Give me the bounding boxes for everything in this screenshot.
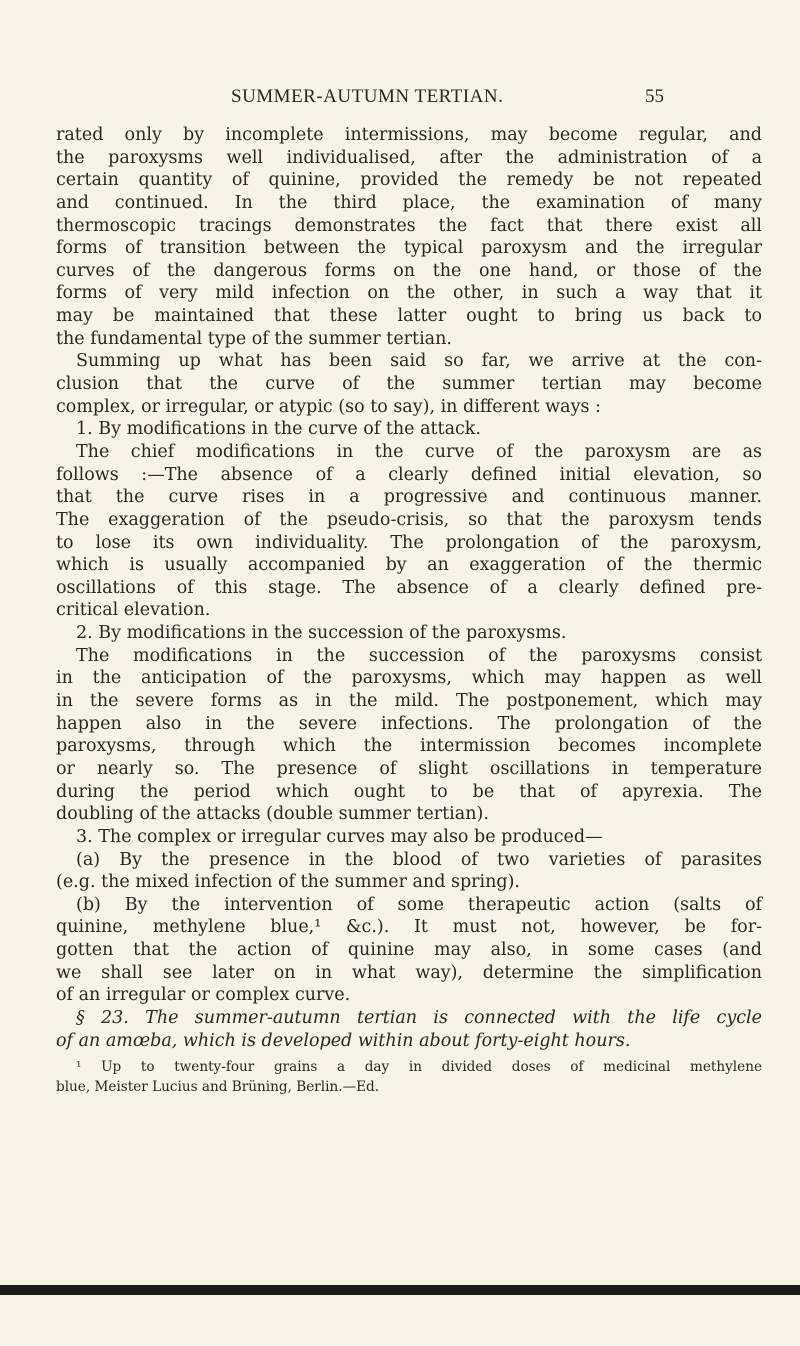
text-line: gotten that the action of quinine may also, in some cases (and [56,940,762,961]
text-line: may be maintained that these latter ought to bring us back to [56,306,762,327]
footnote [56,1057,762,1097]
text-line: curves of the dangerous forms on the one hand, or those of the [56,260,762,281]
text-line: forms of very mild infection on the other, in such a way that it [56,283,762,304]
text-line: we shall see later on in what way), determine the simplification [56,962,762,983]
text-line: quinine, methylene blue,¹ &c.). It must not, however, be for- [56,917,762,938]
text-line: doubling of the attacks (double summer tertian). [56,804,489,825]
footnote-line: blue, Meister Lucius and Brüning, Berlin.—Ed. [56,1079,380,1095]
text-line: of an irregular or complex curve. [56,985,351,1006]
running-head: SUMMER-AUTUMN TERTIAN. [231,86,504,107]
text-line: The chief modifications in the curve of the paroxysm are as [76,441,762,462]
text-line: (e.g. the mixed infection of the summer and spring). [56,872,520,893]
text-line: the fundamental type of the summer tertian. [56,328,452,349]
page-header [0,86,800,110]
text-line: clusion that the curve of the summer tertian may become [56,374,762,395]
text-line: in the anticipation of the paroxysms, which may happen as well [56,668,762,689]
text-line: 1. By modifications in the curve of the attack. [76,419,481,440]
text-line: 3. The complex or irregular curves may also be produced— [76,826,603,847]
text-line: the paroxysms well individualised, after the administration of a [56,147,762,168]
text-line: critical elevation. [56,600,211,621]
text-line: thermoscopic tracings demonstrates the fact that there exist all [56,215,762,236]
text-line: and continued. In the third place, the examination of many [56,192,762,213]
text-line: complex, or irregular, or atypic (so to say), in different ways : [56,396,601,417]
text-line: which is usually accompanied by an exaggeration of the thermic [56,555,762,576]
text-line: paroxysms, through which the intermission becomes incomplete [56,736,762,757]
text-line: that the curve rises in a progressive and continuous manner. [56,487,762,508]
text-line: rated only by incomplete intermissions, may become regular, and [56,125,762,145]
text-line: follows :—The absence of a clearly defined initial elevation, so [56,464,762,485]
text-line: to lose its own individuality. The prolongation of the paroxysm, [56,532,762,553]
text-line: 2. By modifications in the succession of the paroxysms. [76,623,567,644]
text-line: The exaggeration of the pseudo-crisis, so that the paroxysm tends [56,509,762,530]
text-line: (a) By the presence in the blood of two varieties of parasites [76,849,762,870]
page-bottom-edge [0,1285,800,1295]
text-line: certain quantity of quinine, provided the remedy be not repeated [56,170,762,191]
text-line: oscillations of this stage. The absence of a clearly defined pre- [56,577,762,598]
text-line: happen also in the severe infections. The prolongation of the [56,713,762,734]
text-line: in the severe forms as in the mild. The postponement, which may [56,691,762,712]
text-line: forms of transition between the typical paroxysm and the irregular [56,238,762,259]
text-line: during the period which ought to be that of apyrexia. The [56,781,762,802]
text-line: of an amœba, which is developed within about forty-eight hours. [56,1030,631,1051]
text-line: (b) By the intervention of some therapeutic action (salts of [76,894,762,915]
footnote-line: ¹ Up to twenty-four grains a day in divided doses of medicinal methylene [76,1059,762,1075]
text-line: The modifications in the succession of the paroxysms consist [76,645,762,666]
page-number: 55 [645,86,664,107]
text-line: or nearly so. The presence of slight oscillations in temperature [56,758,762,779]
body-text [56,124,762,1052]
text-line: Summing up what has been said so far, we arrive at the con- [76,351,762,372]
text-line: § 23. The summer-autumn tertian is connected with the life cycle [76,1007,762,1028]
